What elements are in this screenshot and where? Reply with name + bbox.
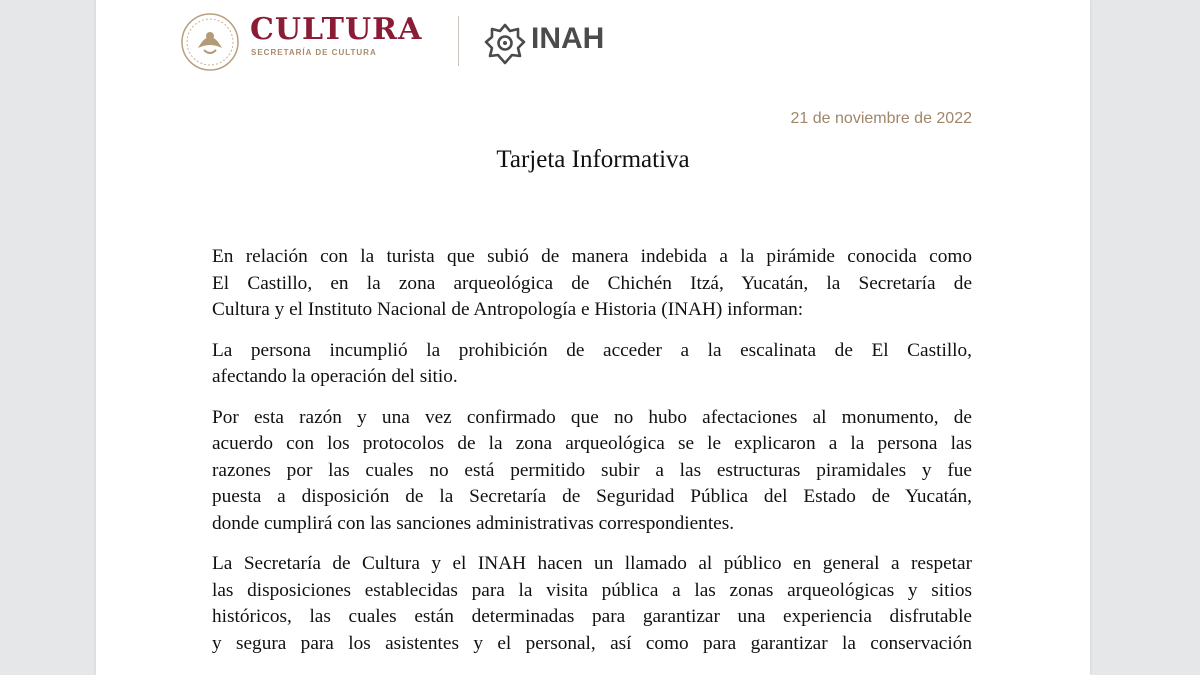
header-divider [458,16,459,66]
text-line: las disposiciones establecidas para la visita pública a las zonas arqueológicas y sitios [212,579,972,601]
text-line: Por esta razón y una vez confirmado que no hubo afectaciones al monumento, de [212,406,972,428]
text-line: donde cumplirá con las sanciones administrativas correspondientes. [212,512,735,534]
text-line: El Castillo, en la zona arqueológica de Chichén Itzá, Yucatán, la Secretaría de [212,272,972,294]
inah-logo-text: INAH [531,22,605,55]
document-title: Tarjeta Informativa [496,146,690,173]
paragraph [212,551,972,657]
text-line: Cultura y el Instituto Nacional de Antropología e Historia (INAH) informan: [212,299,804,320]
document-page [96,0,1090,675]
document-date: 21 de noviembre de 2022 [790,110,972,127]
mexico-seal-icon [180,12,240,72]
brand-subtitle: SECRETARÍA DE CULTURA [251,48,377,57]
text-line: razones por las cuales no está permitido subir a las estructuras piramidales y fue [212,459,972,481]
text-line: afectando la operación del sitio. [212,366,458,387]
letterhead [180,8,780,68]
paragraph [212,244,972,324]
text-line: La Secretaría de Cultura y el INAH hacen un llamado al público en general a respetar [212,553,972,574]
text-line: acuerdo con los protocolos de la zona arqueológica se le explicaron a la persona las [212,433,972,454]
text-line: La persona incumplió la prohibición de acceder a la escalinata de El Castillo, [212,339,972,361]
inah-emblem-icon [483,22,527,66]
text-line: y segura para los asistentes y el personal, así como para garantizar la conservación [212,632,972,654]
brand-title: CULTURA [250,12,423,47]
paragraph [212,338,972,391]
text-line: históricos, las cuales están determinadas para garantizar una experiencia disfrutable [212,606,972,627]
text-line: puesta a disposición de la Secretaría de Seguridad Pública del Estado de Yucatán, [212,486,972,507]
document-body [212,244,972,671]
text-line: En relación con la turista que subió de manera indebida a la pirámide conocida como [212,246,972,267]
paragraph [212,405,972,538]
